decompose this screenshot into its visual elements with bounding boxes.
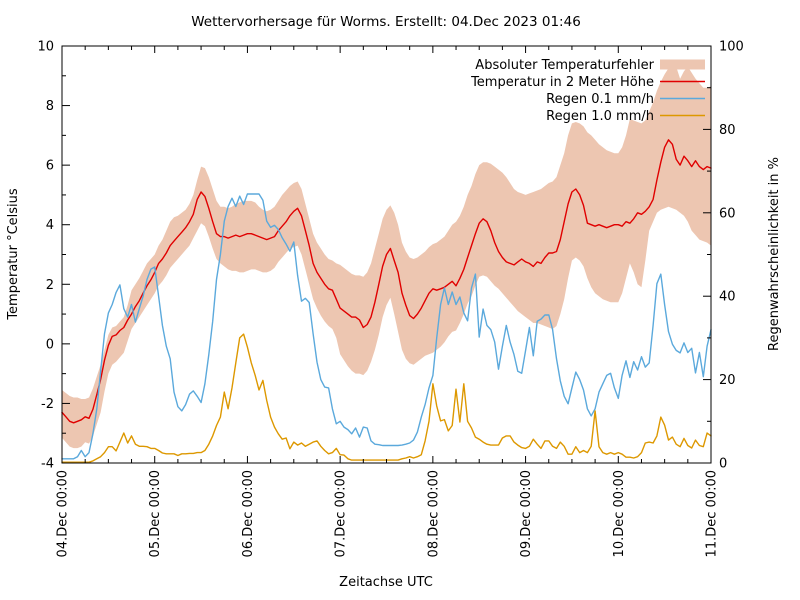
legend-label-regen-10: Regen 1.0 mm/h xyxy=(546,109,654,124)
legend-label-regen-01: Regen 0.1 mm/h xyxy=(546,92,654,107)
x-tick-label: 07.Dec 00:00 xyxy=(333,470,349,558)
y-left-tick-label: 6 xyxy=(45,158,54,174)
x-tick-label: 11.Dec 00:00 xyxy=(704,470,720,558)
legend-label-temperatur: Temperatur in 2 Meter Höhe xyxy=(471,75,654,90)
x-axis-label: Zeitachse UTC xyxy=(339,575,433,590)
legend-swatch-temperaturfehler xyxy=(660,60,705,70)
y-left-tick-label: 10 xyxy=(37,39,54,55)
x-tick-label: 04.Dec 00:00 xyxy=(55,470,71,558)
y-left-tick-label: 2 xyxy=(45,277,54,293)
y-left-tick-label: 0 xyxy=(45,337,54,353)
x-tick-label: 06.Dec 00:00 xyxy=(240,470,256,558)
y-axis-label-left: Temperatur °Celsius xyxy=(6,188,21,320)
y-left-tick-label: 4 xyxy=(45,218,54,234)
x-tick-label: 10.Dec 00:00 xyxy=(611,470,627,558)
x-tick-label: 09.Dec 00:00 xyxy=(519,470,535,558)
y-axis-label-right: Regenwahrscheinlichkeit in % xyxy=(767,157,782,351)
y-right-tick-label: 80 xyxy=(719,122,736,138)
y-left-tick-label: -4 xyxy=(41,456,54,472)
y-right-tick-label: 60 xyxy=(719,206,736,222)
y-right-tick-label: 0 xyxy=(719,456,728,472)
y-right-tick-label: 100 xyxy=(719,39,744,55)
rain-10-line xyxy=(62,334,711,462)
x-tick-label: 08.Dec 00:00 xyxy=(426,470,442,558)
legend-label-temperaturfehler: Absoluter Temperaturfehler xyxy=(475,58,654,73)
y-right-tick-label: 40 xyxy=(719,289,736,305)
y-right-tick-label: 20 xyxy=(719,373,736,389)
x-tick-label: 05.Dec 00:00 xyxy=(148,470,164,558)
y-left-tick-label: 8 xyxy=(45,99,54,115)
chart-title: Wettervorhersage für Worms. Erstellt: 04.Dec 2023 01:46 xyxy=(191,14,581,30)
y-left-tick-label: -2 xyxy=(41,396,54,412)
